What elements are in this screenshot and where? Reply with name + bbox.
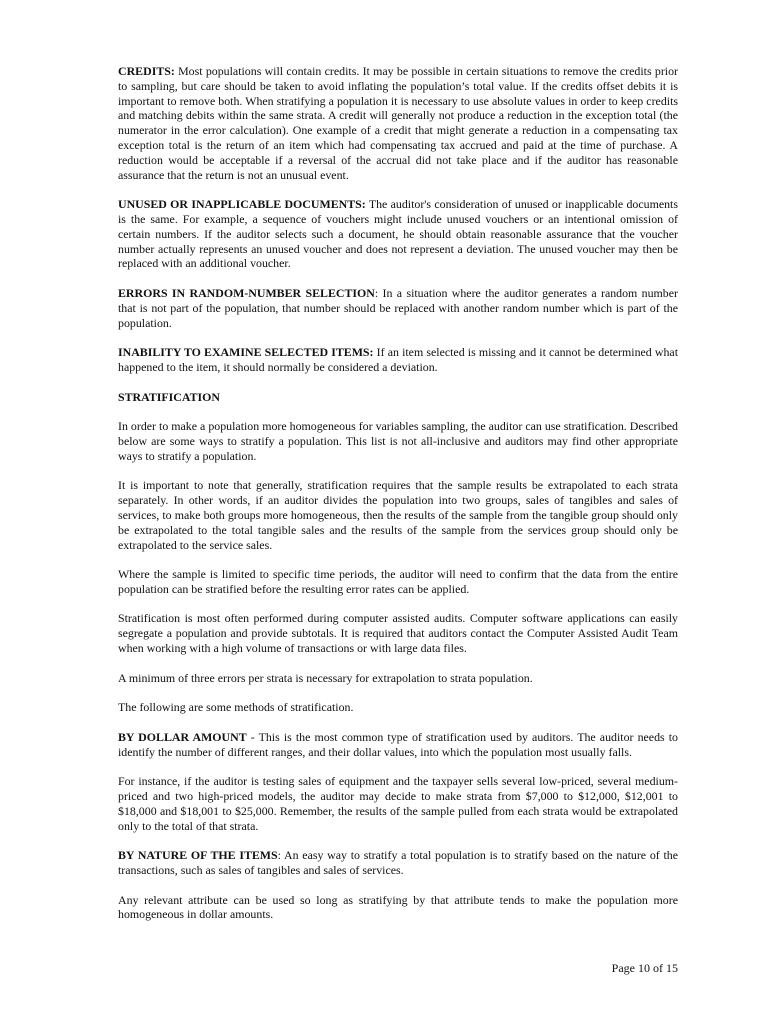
by-nature-heading: BY NATURE OF THE ITEMS <box>118 848 278 863</box>
closing-paragraph: Any relevant attribute can be used so long as stratifying by that attribute tends to make the population more homogeneous in dollar amounts. <box>118 892 678 922</box>
by-dollar-amount-paragraph <box>118 730 678 760</box>
page-number: Page 10 of 15 <box>611 961 678 975</box>
unused-documents-text: The auditor's consideration of unused or inapplicable documents is the same. For example, a sequence of vouchers might include unused vouchers or an intentional omission of certain numbers. If the auditor selects such a document, he should obtain reasonable assurance that the voucher number actually represents an unused voucher and does not represent a deviation. The unused voucher may then be replaced with an additional voucher. <box>118 197 678 271</box>
stratification-heading: STRATIFICATION <box>118 389 220 404</box>
document-page <box>118 64 678 937</box>
random-number-errors-heading: ERRORS IN RANDOM-NUMBER SELECTION <box>118 285 375 300</box>
credits-paragraph <box>118 64 678 182</box>
stratification-intro-paragraph: In order to make a population more homogeneous for variables sampling, the auditor can use stratification. Described below are some ways to stratify a population. This list is not all-inclusive and auditors may find other appropriate ways to stratify a population. <box>118 419 678 463</box>
random-number-errors-text: : In a situation where the auditor generates a random number that is not part of the population, that number should be replaced with another random number which is part of the population. <box>118 285 678 330</box>
inability-to-examine-heading: INABILITY TO EXAMINE SELECTED ITEMS: <box>118 345 374 360</box>
by-nature-paragraph <box>118 848 678 878</box>
stratification-extrapolation-paragraph: It is important to note that generally, stratification requires that the sample results be extrapolated to each strata separately. In other words, if an auditor divides the population into two groups, sales of tangibles and sales of services, to make both groups more homogeneous, then the results of the sample from the tangible group should only be extrapolated to the total tangible sales and the results of the sample from the services group should only be extrapolated to the service sales. <box>118 478 678 552</box>
stratification-methods-paragraph: The following are some methods of stratification. <box>118 700 354 715</box>
by-nature-text: : An easy way to stratify a total population is to stratify based on the nature of the transactions, such as sales of tangibles and sales of services. <box>118 848 678 878</box>
inability-to-examine-text: If an item selected is missing and it cannot be determined what happened to the item, it should normally be considered a deviation. <box>118 345 678 374</box>
stratification-computer-audits-paragraph: Stratification is most often performed during computer assisted audits. Computer software applications can easily segregate a population and provide subtotals. It is required that auditors contact the Computer Assisted Audit Team when working with a high volume of transactions or with large data files. <box>118 611 678 656</box>
by-dollar-amount-heading: BY DOLLAR AMOUNT <box>118 729 247 744</box>
stratification-minimum-errors-paragraph: A minimum of three errors per strata is necessary for extrapolation to strata population. <box>118 670 533 685</box>
by-dollar-amount-text: - This is the most common type of stratification used by auditors. The auditor needs to identify the number of different ranges, and their dollar values, into which the population most usually falls. <box>118 729 678 759</box>
unused-documents-heading: UNUSED OR INAPPLICABLE DOCUMENTS: <box>118 197 366 212</box>
inability-to-examine-paragraph <box>118 345 678 375</box>
stratification-time-periods-paragraph: Where the sample is limited to specific time periods, the auditor will need to confirm that the data from the entire population can be stratified before the resulting error rates can be applied. <box>118 567 678 596</box>
credits-heading: CREDITS: <box>118 64 175 78</box>
random-number-errors-paragraph <box>118 286 678 330</box>
credits-text: Most populations will contain credits. It may be possible in certain situations to remove the credits prior to sampling, but care should be taken to avoid inflating the population’s total value. If the credits offset debits it is important to remove both. When stratifying a population it is necessary to use absolute values in order to keep credits and matching debits within the same strata. A credit will generally not produce a reduction in the exception total (the numerator in the error calculation). One example of a credit that might generate a reduction in a compensating tax exception total is the return of an item which had compensating tax accrued and paid at the time of purchase. A reduction would be acceptable if a reversal of the accrual did not take place and if the auditor has reasonable assurance that the return is not an unusual event. <box>118 64 678 182</box>
instance-paragraph: For instance, if the auditor is testing sales of equipment and the taxpayer sells several low-priced, several medium-priced and two high-priced models, the auditor may decide to make strata from $7,000 to $12,000, $12,001 to $18,000 and $18,001 to $25,000. Remember, the results of the sample pulled from each strata would be extrapolated only to the total of that strata. <box>118 774 678 833</box>
unused-documents-paragraph <box>118 197 678 271</box>
